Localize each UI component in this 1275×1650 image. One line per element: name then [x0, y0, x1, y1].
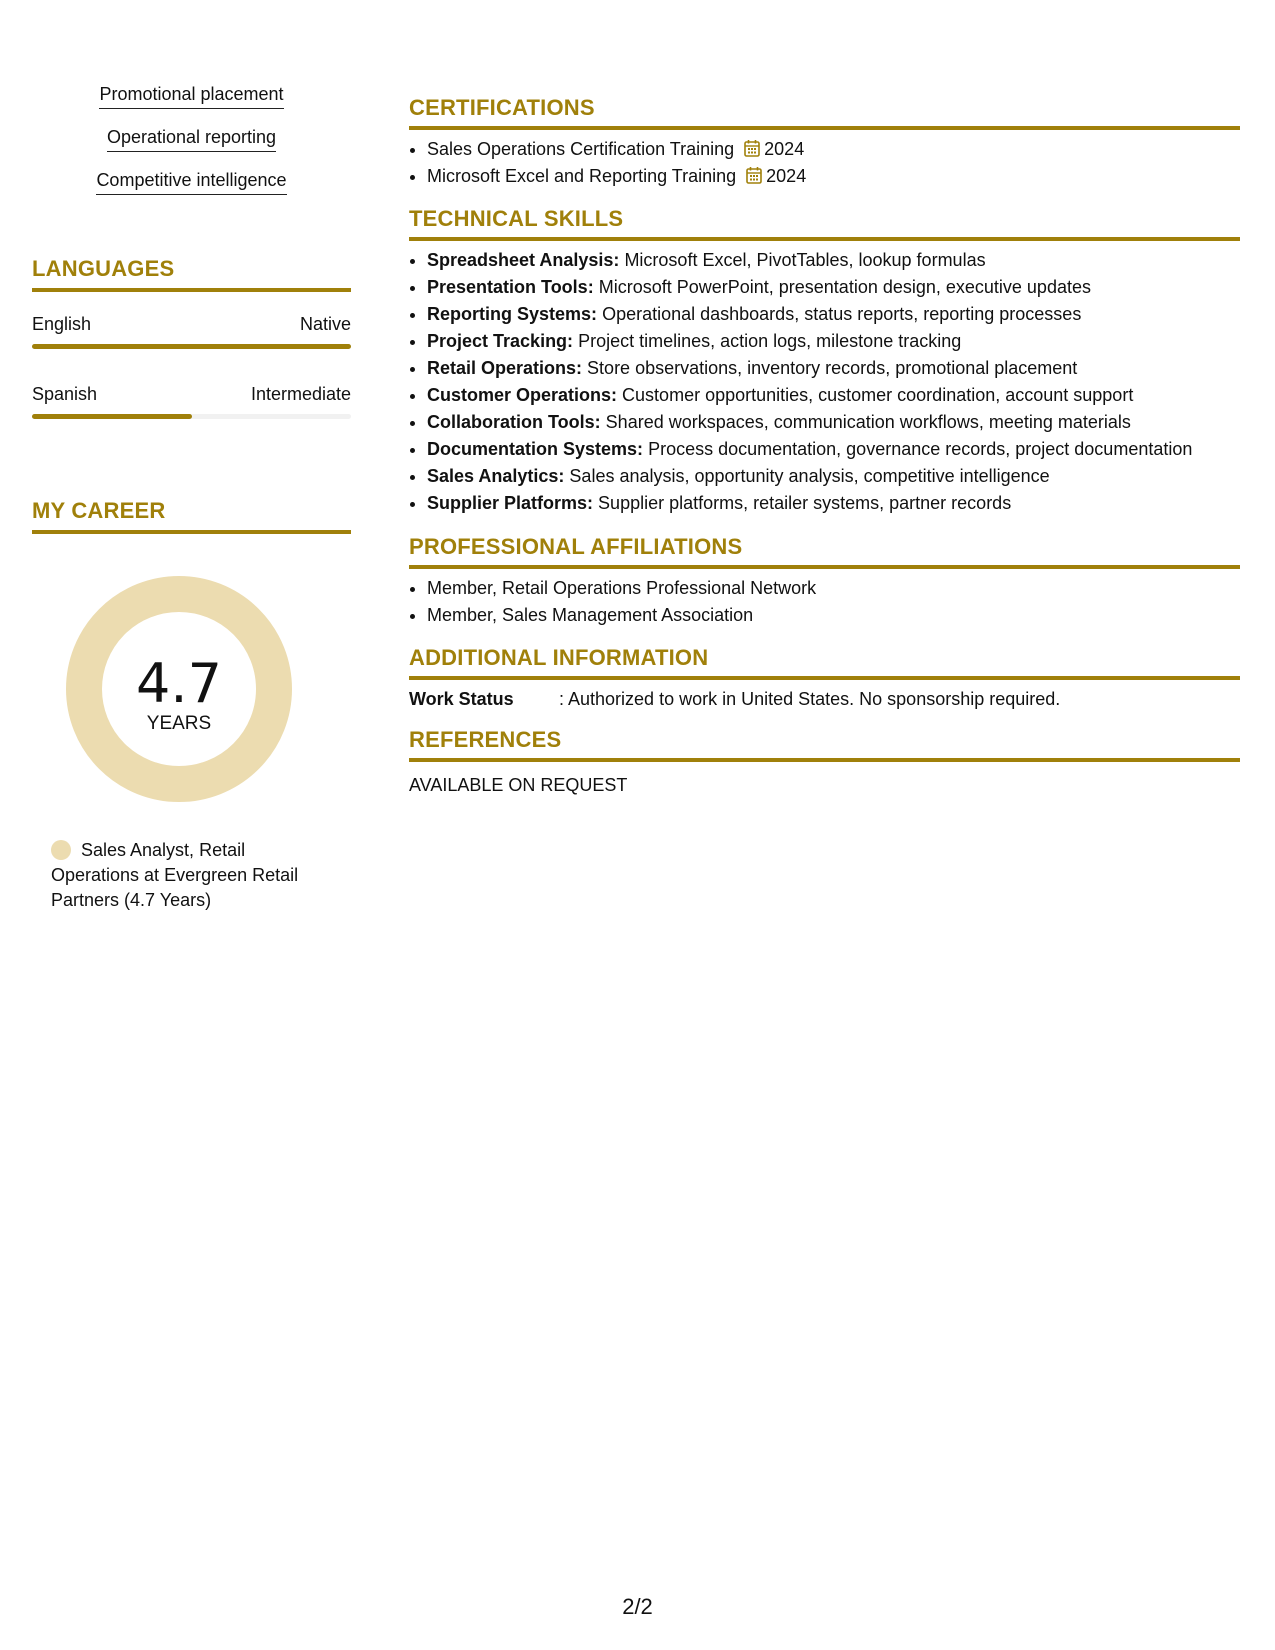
- skill-tag: Promotional placement: [32, 84, 351, 109]
- skill-item: [427, 247, 1240, 274]
- skill-label: Customer Operations:: [427, 385, 618, 405]
- skill-item: [427, 490, 1240, 517]
- references-title: REFERENCES: [409, 727, 562, 752]
- skill-item: [427, 328, 1240, 355]
- skill-text: Customer opportunities, customer coordination, account support: [622, 385, 1134, 405]
- affiliation-item: • Member, Retail Operations Professional Network: [427, 575, 1240, 602]
- languages-title: LANGUAGES: [32, 256, 175, 281]
- career-title: MY CAREER: [32, 498, 166, 523]
- skill-item: [427, 382, 1240, 409]
- skill-item: [427, 409, 1240, 436]
- skill-text: Store observations, inventory records, promotional placement: [587, 358, 1078, 378]
- technical-skills-section: [409, 206, 1240, 517]
- additional-info-title: ADDITIONAL INFORMATION: [409, 645, 709, 670]
- skill-text: Microsoft PowerPoint, presentation design, executive updates: [598, 277, 1091, 297]
- skill-text: Project timelines, action logs, milestone tracking: [578, 331, 962, 351]
- certifications-list: [409, 136, 1240, 190]
- technical-skills-list: [409, 247, 1240, 517]
- section-rule: [32, 288, 351, 292]
- skill-text: Microsoft Excel, PivotTables, lookup formulas: [624, 250, 986, 270]
- skill-text: Sales analysis, opportunity analysis, competitive intelligence: [569, 466, 1050, 486]
- skill-text: Supplier platforms, retailer systems, partner records: [598, 493, 1012, 513]
- certification-name: Sales Operations Certification Training: [427, 139, 735, 159]
- certifications-title: CERTIFICATIONS: [409, 95, 595, 120]
- affiliations-title: PROFESSIONAL AFFILIATIONS: [409, 534, 743, 559]
- skill-label: Project Tracking:: [427, 331, 574, 351]
- calendar-icon: [744, 139, 760, 157]
- skill-label: Retail Operations:: [427, 358, 583, 378]
- skill-item: [427, 436, 1240, 463]
- skill-label: Documentation Systems:: [427, 439, 644, 459]
- career-legend: [51, 838, 331, 913]
- skill-item: [427, 355, 1240, 382]
- technical-skills-title: TECHNICAL SKILLS: [409, 206, 624, 231]
- skill-item: [427, 463, 1240, 490]
- affiliations-section: [409, 534, 1240, 629]
- language-bar: [32, 414, 351, 419]
- skill-text: Process documentation, governance records, project documentation: [648, 439, 1193, 459]
- languages-section: [32, 256, 351, 292]
- language-bar-fill: [32, 344, 351, 349]
- skill-item: [427, 301, 1240, 328]
- certification-year: 2024: [764, 139, 805, 159]
- certification-name: Microsoft Excel and Reporting Training: [427, 166, 737, 186]
- career-section: [32, 498, 351, 534]
- skill-tag: Operational reporting: [32, 127, 351, 152]
- page-number: 2/2: [622, 1594, 653, 1619]
- affiliations-list: [409, 575, 1240, 629]
- section-rule: [32, 530, 351, 534]
- references-text: AVAILABLE ON REQUEST: [409, 775, 628, 795]
- career-legend-text: Sales Analyst, Retail Operations at Evergreen Retail Partners (4.7 Years): [51, 840, 299, 910]
- language-bar-fill: [32, 414, 192, 419]
- section-rule: [409, 676, 1240, 680]
- additional-info-section: [409, 645, 1240, 713]
- certification-year: 2024: [766, 166, 807, 186]
- affiliation-item: • Member, Sales Management Association: [427, 602, 1240, 629]
- skill-tag: Competitive intelligence: [32, 170, 351, 195]
- language-bar: [32, 344, 351, 349]
- language-level: Native: [299, 314, 351, 334]
- skill-text: Operational dashboards, status reports, reporting processes: [602, 304, 1082, 324]
- section-rule: [409, 126, 1240, 130]
- skill-label: Supplier Platforms:: [427, 493, 594, 513]
- certification-item: [427, 163, 1240, 190]
- skill-label: Collaboration Tools:: [427, 412, 601, 432]
- career-total: 4.7: [136, 652, 222, 715]
- skill-item: [427, 274, 1240, 301]
- work-status-label: Work Status: [409, 689, 514, 709]
- skill-label: Reporting Systems:: [427, 304, 598, 324]
- skill-text: Shared workspaces, communication workflows, meeting materials: [605, 412, 1131, 432]
- language-name: Spanish: [32, 384, 98, 404]
- certifications-section: [409, 95, 1240, 190]
- skill-label: Presentation Tools:: [427, 277, 594, 297]
- career-donut-chart: [66, 576, 292, 802]
- skill-label: Spreadsheet Analysis:: [427, 250, 620, 270]
- language-name: English: [32, 314, 92, 334]
- work-status-value: : Authorized to work in United States. No sponsorship required.: [559, 689, 1061, 709]
- career-unit: YEARS: [146, 713, 212, 734]
- skill-label: Sales Analytics:: [427, 466, 565, 486]
- section-rule: [409, 565, 1240, 569]
- work-status-row: [409, 686, 1240, 713]
- references-section: [409, 727, 1240, 799]
- certification-item: [427, 136, 1240, 163]
- legend-dot-icon: [51, 840, 71, 860]
- section-rule: [409, 237, 1240, 241]
- section-rule: [409, 758, 1240, 762]
- calendar-icon: [746, 166, 762, 184]
- language-level: Intermediate: [250, 384, 351, 404]
